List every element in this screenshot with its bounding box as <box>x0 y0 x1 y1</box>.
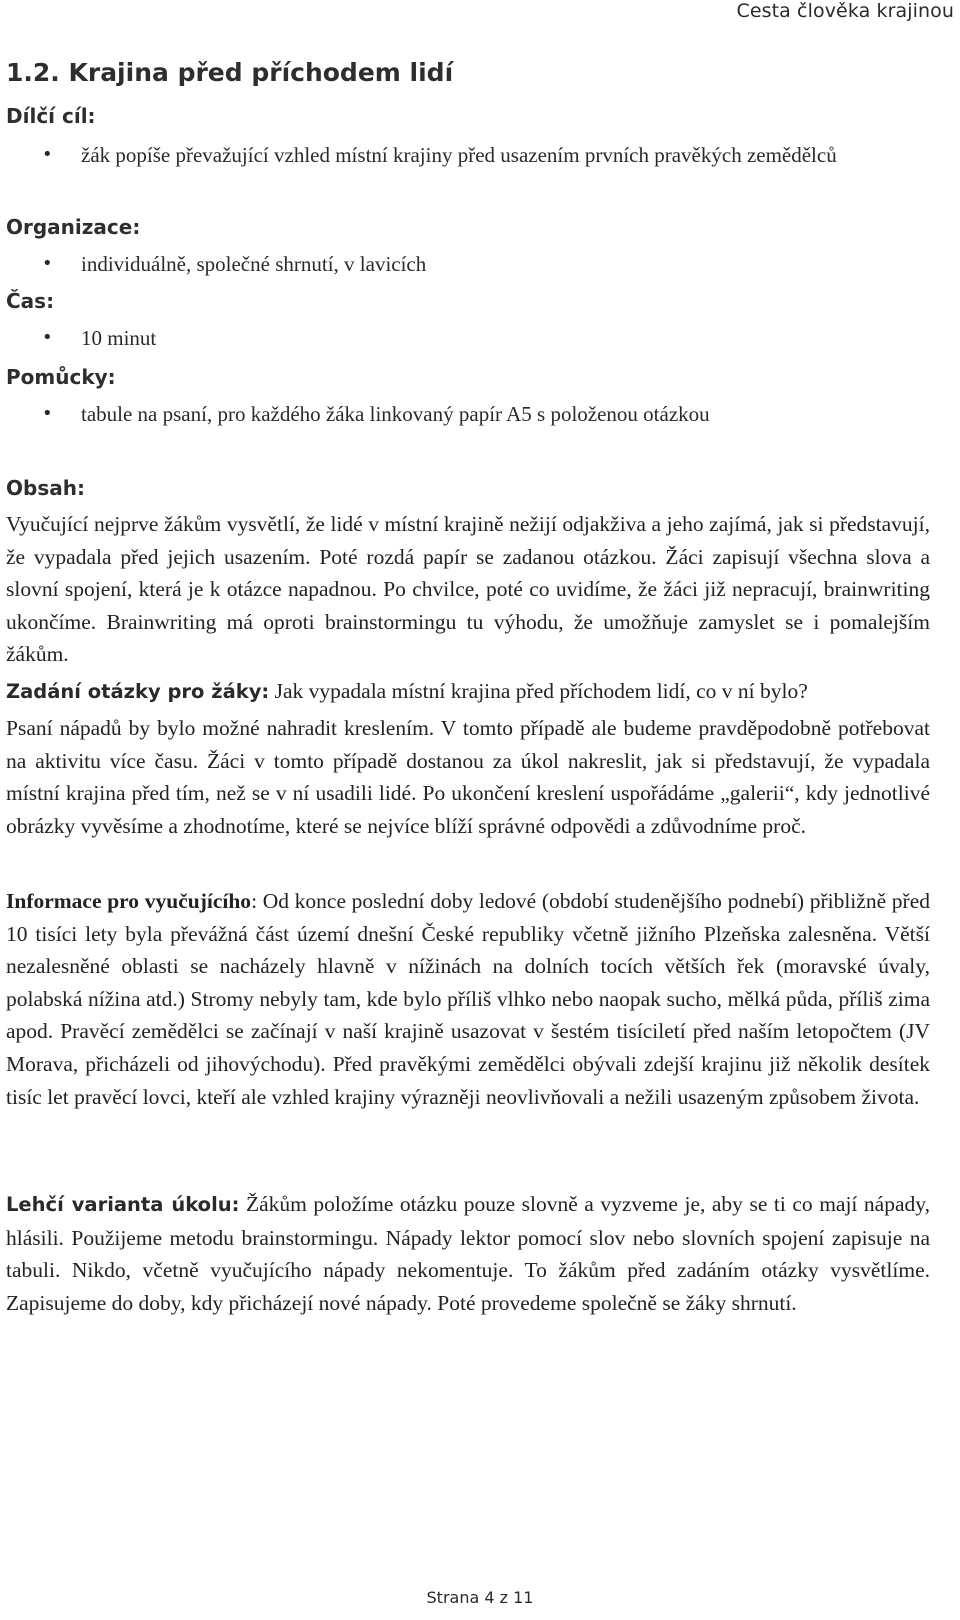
list-item <box>6 248 954 280</box>
list-item <box>6 322 954 354</box>
time-label: Čas: <box>6 289 55 313</box>
running-header: Cesta člověka krajinou <box>736 0 954 22</box>
info-label: Informace pro vyučujícího <box>6 889 252 913</box>
document-page <box>6 0 954 1620</box>
info-paragraph <box>6 885 930 1113</box>
bullet-icon: • <box>42 403 53 424</box>
content-label: Obsah: <box>6 476 85 500</box>
section-title: 1.2. Krajina před příchodem lidí <box>6 58 454 87</box>
goal-list <box>6 139 954 171</box>
time-text: 10 minut <box>81 326 157 350</box>
list-item <box>6 398 954 430</box>
content-intro: Vyučující nejprve žákům vysvětlí, že lidé v místní krajině nežijí odjakživa a jeho zajímá, jak si představují, že vypadala před jejich usazením. Poté rozdá papír se zadanou otázkou. Žáci zapisují všechna slova a slovní spojení, která je k otázce napadnou. Po chvilce, poté co uvidíme, že žáci již nepracují, brainwriting ukončíme. Brainwriting má oproti brainstormingu tu výhodu, že umožňuje zamyslet se i pomalejším žákům. <box>6 512 930 667</box>
list-item <box>6 139 954 171</box>
goal-text: žák popíše převažující vzhled místní krajiny před usazením prvních pravěkých zemědělců <box>81 143 837 167</box>
bullet-icon: • <box>42 144 53 165</box>
drawing-paragraph: Psaní nápadů by bylo možné nahradit kreslením. V tomto případě ale budeme pravděpodobně potřebovat na aktivitu více času. Žáci v tomto případě dostanou za úkol nakreslit, jak si představují, že vypadala místní krajina před tím, než se v ní usadili lidé. Po ukončení kreslení uspořádáme „galerii“, kdy jednotlivé obrázky vyvěsíme a zhodnotíme, které se nejvíce blíží správné odpovědi a zdůvodníme proč. <box>6 716 930 838</box>
organization-list <box>6 248 954 280</box>
easy-variant-label: Lehčí varianta úkolu: <box>6 1193 240 1216</box>
organization-label: Organizace: <box>6 215 141 239</box>
info-text: : Od konce poslední doby ledové (období studenějšího podnebí) přibližně před 10 tisíci lety byla převážná část území dnešní České republiky včetně jižního Plzeňska zalesněna. Větší nezalesněné oblasti se nacházely hlavně v nížinách na dolních tocích větších řek (moravské úvaly, polabská nížina atd.) Stromy nebyly tam, kde bylo příliš vlhko nebo naopak sucho, mělká půda, příliš zima apod. Pravěcí zemědělci se začínají v naší krajině usazovat v šestém tisíciletí před naším letopočtem (JV Morava, přicházeli od jihovýchodu). Před pravěkými zemědělci obývali zdejší krajinu již několik desítek tisíc let pravěcí lovci, kteří ale vzhled krajiny výrazněji neovlivňovali a nežili usazeným způsobem života. <box>6 889 931 1109</box>
bullet-icon: • <box>42 327 53 348</box>
page-number: Strana 4 z 11 <box>426 1588 534 1607</box>
time-list <box>6 322 954 354</box>
task-label: Zadání otázky pro žáky: <box>6 680 270 703</box>
bullet-icon: • <box>42 253 53 274</box>
aids-text: tabule na psaní, pro každého žáka linkovaný papír A5 s položenou otázkou <box>81 402 710 426</box>
easy-variant-text: Žákům položíme otázku pouze slovně a vyzveme je, aby se ti co mají nápady, hlásili. Použijeme metodu brainstormingu. Nápady lektor pomocí slov nebo slovních spojení zapisuje na tabuli. Nikdo, včetně vyučujícího nápady nekomentuje. To žákům před zadáním otázky vysvětlíme. Zapisujeme do doby, kdy přicházejí nové nápady. Poté provedeme společně se žáky shrnutí. <box>6 1192 930 1315</box>
task-paragraph <box>6 675 930 709</box>
aids-list <box>6 398 954 430</box>
easy-variant-paragraph <box>6 1188 930 1319</box>
goal-label: Dílčí cíl: <box>6 104 96 128</box>
aids-label: Pomůcky: <box>6 365 116 389</box>
organization-text: individuálně, společné shrnutí, v lavicích <box>81 252 427 276</box>
task-question: Jak vypadala místní krajina před příchodem lidí, co v ní bylo? <box>269 679 808 703</box>
